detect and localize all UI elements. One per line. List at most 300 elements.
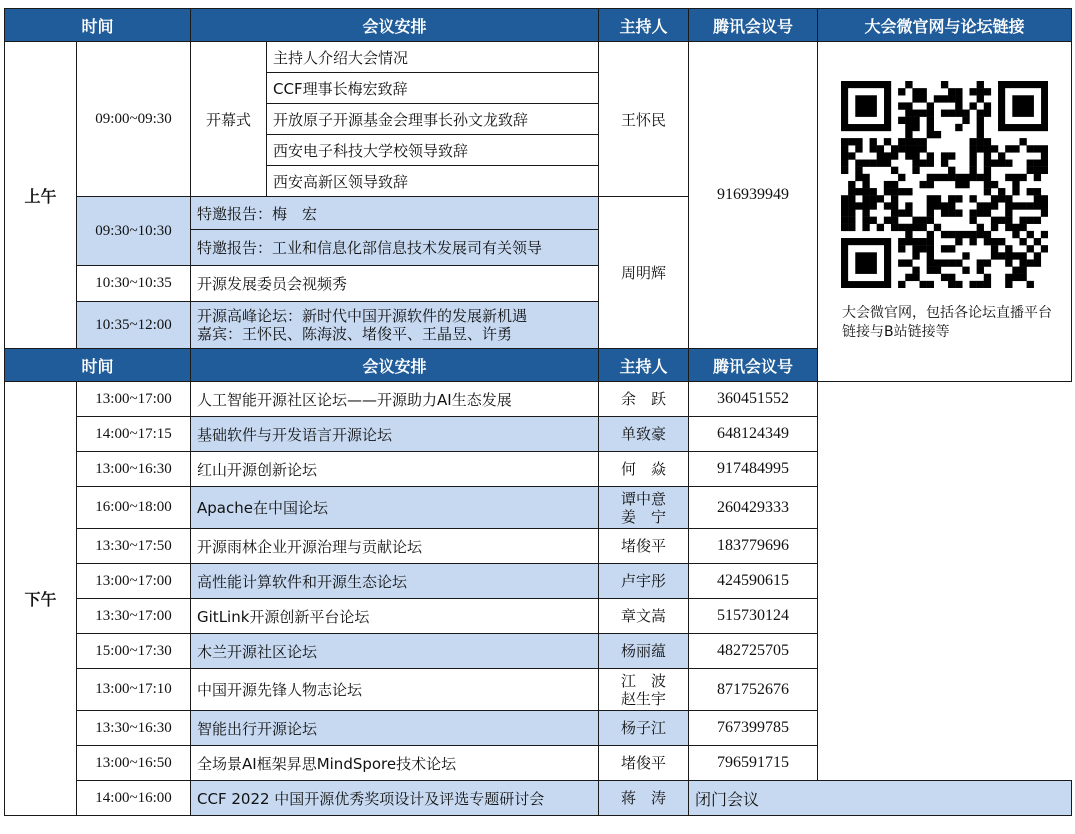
- qr-module: [948, 231, 955, 238]
- qr-module: [920, 95, 927, 102]
- forum-meeting-id[interactable]: 482725705: [689, 634, 818, 669]
- qr-module: [877, 224, 884, 231]
- qr-module: [984, 174, 991, 181]
- qr-module: [920, 238, 927, 245]
- forum-meeting-id[interactable]: 796591715: [689, 746, 818, 781]
- qr-module: [927, 152, 934, 159]
- qr-module: [1005, 252, 1012, 259]
- qr-module: [970, 152, 977, 159]
- qr-module: [1005, 281, 1012, 288]
- opening-item: CCF理事长梅宏致辞: [267, 73, 599, 104]
- qr-module: [1005, 209, 1012, 216]
- forum-meeting-id[interactable]: 648124349: [689, 417, 818, 452]
- qr-module: [1041, 145, 1048, 152]
- qr-module: [862, 195, 869, 202]
- opening-label: 开幕式: [191, 42, 267, 197]
- qr-module: [1034, 160, 1041, 167]
- header-meeting-id: 腾讯会议号: [689, 349, 818, 382]
- qr-module: [955, 195, 962, 202]
- qr-module: [927, 102, 934, 109]
- qr-module: [948, 88, 955, 95]
- qr-module: [984, 259, 991, 266]
- qr-module: [927, 181, 934, 188]
- qr-module: [905, 117, 912, 124]
- qr-module: [934, 174, 941, 181]
- qr-module: [927, 252, 934, 259]
- qr-module: [912, 167, 919, 174]
- qr-module: [941, 202, 948, 209]
- qr-module: [912, 138, 919, 145]
- qr-module: [991, 145, 998, 152]
- forum-host-name: 姜 宁: [621, 507, 667, 526]
- qr-module: [848, 195, 855, 202]
- qr-module: [977, 267, 984, 274]
- qr-module: [905, 110, 912, 117]
- qr-module: [955, 102, 962, 109]
- forum-time: 13:30~17:50: [77, 529, 191, 564]
- qr-module: [905, 124, 912, 131]
- qr-module: [927, 117, 934, 124]
- qr-module: [1027, 167, 1034, 174]
- forum-host-name: 杨丽蕴: [621, 642, 667, 660]
- qr-module: [970, 195, 977, 202]
- qr-module: [898, 238, 905, 245]
- qr-module: [941, 160, 948, 167]
- qr-module: [977, 131, 984, 138]
- qr-module: [1034, 202, 1041, 209]
- forum-host-name: 单致豪: [621, 425, 667, 443]
- qr-module: [870, 160, 877, 167]
- qr-module: [841, 217, 848, 224]
- header-time: 时间: [5, 9, 191, 42]
- qr-module: [927, 195, 934, 202]
- forum-time: 13:30~17:00: [77, 599, 191, 634]
- qr-module: [891, 167, 898, 174]
- forum-time: 13:00~17:00: [77, 564, 191, 599]
- qr-module: [1012, 202, 1019, 209]
- forum-meeting-id[interactable]: 260429333: [689, 487, 818, 529]
- qr-module: [1005, 160, 1012, 167]
- forum-meeting-id[interactable]: 360451552: [689, 382, 818, 417]
- qr-module: [962, 174, 969, 181]
- qr-module: [984, 88, 991, 95]
- qr-module: [962, 231, 969, 238]
- qr-module: [927, 131, 934, 138]
- qr-module: [1034, 188, 1041, 195]
- qr-module: [977, 174, 984, 181]
- qr-module: [927, 259, 934, 266]
- qr-module: [970, 88, 977, 95]
- qr-module: [991, 217, 998, 224]
- qr-module: [1034, 238, 1041, 245]
- forum-host: [599, 529, 689, 564]
- qr-module: [991, 181, 998, 188]
- qr-module: [841, 209, 848, 216]
- morning-meeting-id[interactable]: 916939949: [689, 42, 818, 349]
- qr-module: [912, 217, 919, 224]
- qr-module: [920, 217, 927, 224]
- qr-module: [991, 238, 998, 245]
- qr-module: [912, 267, 919, 274]
- qr-module: [1012, 174, 1019, 181]
- qr-module: [934, 224, 941, 231]
- qr-module: [1027, 188, 1034, 195]
- qr-module: [1027, 145, 1034, 152]
- qr-caption: 大会微官网，包括各论坛直播平台链接与B站链接等: [842, 305, 1053, 340]
- qr-module: [927, 267, 934, 274]
- qr-module: [984, 188, 991, 195]
- qr-module: [948, 209, 955, 216]
- qr-module: [862, 224, 869, 231]
- qr-module: [927, 238, 934, 245]
- qr-module: [862, 217, 869, 224]
- qr-module: [977, 224, 984, 231]
- forum-row: [5, 634, 1072, 669]
- qr-module: [1027, 217, 1034, 224]
- qr-module: [1019, 252, 1026, 259]
- qr-module: [998, 195, 1005, 202]
- qr-module: [955, 231, 962, 238]
- qr-module: [1034, 174, 1041, 181]
- qr-module: [905, 224, 912, 231]
- qr-module: [920, 88, 927, 95]
- qr-module: [855, 145, 862, 152]
- forum-meeting-id[interactable]: 767399785: [689, 711, 818, 746]
- header-host: 主持人: [599, 349, 689, 382]
- qr-module: [862, 174, 869, 181]
- qr-module: [891, 181, 898, 188]
- qr-module: [984, 167, 991, 174]
- qr-module: [898, 102, 905, 109]
- qr-module: [1005, 195, 1012, 202]
- qr-module: [870, 202, 877, 209]
- forum-host-name: 蒋 涛: [621, 789, 667, 807]
- qr-module: [862, 160, 869, 167]
- qr-module: [984, 231, 991, 238]
- qr-module: [955, 181, 962, 188]
- forum-host-name: 谭中意: [621, 489, 667, 508]
- qr-module: [920, 181, 927, 188]
- qr-module: [905, 259, 912, 266]
- qr-module: [955, 259, 962, 266]
- qr-module: [1019, 267, 1026, 274]
- qr-module: [977, 110, 984, 117]
- forum-meeting-id[interactable]: 515730124: [689, 599, 818, 634]
- forum-host: [599, 781, 689, 816]
- forum-row: [5, 746, 1072, 781]
- qr-module: [891, 202, 898, 209]
- header-time: 时间: [5, 349, 191, 382]
- qr-module: [1041, 209, 1048, 216]
- qr-module: [984, 152, 991, 159]
- forum-host: [599, 417, 689, 452]
- qr-module: [912, 110, 919, 117]
- qr-module: [927, 231, 934, 238]
- qr-module: [905, 202, 912, 209]
- qr-module: [991, 224, 998, 231]
- qr-module: [927, 174, 934, 181]
- qr-module: [841, 195, 848, 202]
- qr-module: [934, 195, 941, 202]
- qr-module: [841, 152, 848, 159]
- qr-module: [991, 245, 998, 252]
- qr-module: [912, 274, 919, 281]
- qr-module: [948, 259, 955, 266]
- qr-module: [891, 217, 898, 224]
- opening-item: 西安高新区领导致辞: [267, 166, 599, 197]
- qr-module: [862, 209, 869, 216]
- qr-module: [970, 281, 977, 288]
- video-time: 10:30~10:35: [77, 266, 191, 302]
- forum-time: 13:00~17:10: [77, 669, 191, 711]
- forum-row: [5, 452, 1072, 487]
- forum-name: 高性能计算软件和开源生态论坛: [191, 564, 599, 599]
- opening-row: [5, 42, 1072, 73]
- qr-module: [941, 259, 948, 266]
- forum-name: CCF 2022 中国开源优秀奖项设计及评选专题研讨会: [191, 781, 599, 816]
- qr-module: [1005, 274, 1012, 281]
- qr-module: [934, 267, 941, 274]
- qr-module: [977, 259, 984, 266]
- qr-module: [970, 217, 977, 224]
- forum-time: 15:00~17:30: [77, 634, 191, 669]
- qr-module: [927, 217, 934, 224]
- qr-module: [1012, 252, 1019, 259]
- forum-host: [599, 452, 689, 487]
- qr-module: [948, 281, 955, 288]
- qr-module: [1034, 252, 1041, 259]
- qr-module: [1034, 259, 1041, 266]
- qr-module: [970, 102, 977, 109]
- forum-time: 16:00~18:00: [77, 487, 191, 529]
- qr-module: [927, 209, 934, 216]
- qr-code[interactable]: [841, 81, 1048, 288]
- qr-module: [855, 174, 862, 181]
- forum-name: 全场景AI框架昇思MindSpore技术论坛: [191, 746, 599, 781]
- qr-module: [970, 209, 977, 216]
- qr-module: [1034, 167, 1041, 174]
- qr-module: [984, 274, 991, 281]
- qr-module: [905, 81, 912, 88]
- qr-module: [941, 245, 948, 252]
- qr-module: [877, 195, 884, 202]
- qr-module: [1019, 202, 1026, 209]
- qr-module: [920, 110, 927, 117]
- qr-module: [984, 281, 991, 288]
- qr-module: [984, 110, 991, 117]
- forum-row: [5, 417, 1072, 452]
- forum-time: 14:00~16:00: [77, 781, 191, 816]
- qr-module: [898, 188, 905, 195]
- forum-meeting-id[interactable]: 871752676: [689, 669, 818, 711]
- qr-module: [977, 138, 984, 145]
- qr-module: [848, 217, 855, 224]
- qr-module: [912, 224, 919, 231]
- opening-item: 主持人介绍大会情况: [267, 42, 599, 73]
- qr-module: [998, 188, 1005, 195]
- qr-module: [1019, 138, 1026, 145]
- qr-module: [891, 195, 898, 202]
- forum-time: 13:30~16:30: [77, 711, 191, 746]
- qr-module: [941, 209, 948, 216]
- qr-module: [955, 281, 962, 288]
- forum-row: [5, 781, 1072, 816]
- qr-module: [1012, 145, 1019, 152]
- forum-meeting-id[interactable]: 917484995: [689, 452, 818, 487]
- qr-module: [977, 117, 984, 124]
- qr-module: [841, 138, 848, 145]
- qr-module: [1005, 259, 1012, 266]
- qr-module: [855, 167, 862, 174]
- qr-module: [948, 152, 955, 159]
- qr-module: [977, 281, 984, 288]
- qr-module: [877, 152, 884, 159]
- qr-module: [898, 117, 905, 124]
- qr-module: [1005, 202, 1012, 209]
- qr-module: [1041, 160, 1048, 167]
- forum-host-name: 何 焱: [621, 460, 667, 478]
- qr-module: [984, 102, 991, 109]
- qr-module: [855, 138, 862, 145]
- opening-item: 西安电子科技大学校领导致辞: [267, 135, 599, 166]
- forum-host-name: 江 波: [621, 671, 667, 690]
- forum-time: 13:00~16:50: [77, 746, 191, 781]
- qr-module: [998, 152, 1005, 159]
- qr-module: [905, 138, 912, 145]
- qr-module: [898, 88, 905, 95]
- qr-module: [962, 252, 969, 259]
- qr-module: [884, 138, 891, 145]
- forum-meeting-id[interactable]: 424590615: [689, 564, 818, 599]
- qr-module: [927, 281, 934, 288]
- qr-module: [905, 145, 912, 152]
- qr-module: [955, 174, 962, 181]
- qr-module: [912, 117, 919, 124]
- qr-module: [841, 167, 848, 174]
- qr-module: [1005, 174, 1012, 181]
- qr-module: [1012, 267, 1019, 274]
- qr-module: [1019, 274, 1026, 281]
- qr-module: [1041, 245, 1048, 252]
- forum-row: [5, 599, 1072, 634]
- qr-module: [877, 145, 884, 152]
- qr-module: [1027, 259, 1034, 266]
- qr-module: [905, 152, 912, 159]
- forum-meeting-id[interactable]: 183779696: [689, 529, 818, 564]
- qr-module: [1012, 274, 1019, 281]
- qr-module: [1041, 231, 1048, 238]
- qr-module: [1041, 195, 1048, 202]
- qr-module: [962, 181, 969, 188]
- qr-module: [912, 88, 919, 95]
- forum-name: Apache在中国论坛: [191, 487, 599, 529]
- qr-module: [891, 152, 898, 159]
- qr-module: [948, 110, 955, 117]
- qr-module: [934, 202, 941, 209]
- qr-module: [984, 160, 991, 167]
- qr-cell: [818, 42, 1072, 382]
- qr-module: [870, 188, 877, 195]
- opening-item: 开放原子开源基金会理事长孙文龙致辞: [267, 104, 599, 135]
- summit-text: [191, 302, 599, 349]
- qr-module: [948, 167, 955, 174]
- qr-module: [891, 188, 898, 195]
- qr-module: [998, 160, 1005, 167]
- qr-module: [841, 160, 848, 167]
- qr-module: [955, 209, 962, 216]
- forum-row: [5, 564, 1072, 599]
- qr-module: [870, 138, 877, 145]
- qr-module: [884, 152, 891, 159]
- keynote-item: 特邀报告：工业和信息化部信息技术发展司有关领导: [191, 230, 599, 266]
- qr-module: [934, 131, 941, 138]
- qr-module: [848, 152, 855, 159]
- forum-name: 中国开源先锋人物志论坛: [191, 669, 599, 711]
- forum-host: [599, 634, 689, 669]
- qr-module: [1019, 174, 1026, 181]
- qr-module: [1019, 224, 1026, 231]
- qr-module: [912, 95, 919, 102]
- forum-host-name: 赵生宇: [621, 689, 667, 708]
- forum-name: GitLink开源创新平台论坛: [191, 599, 599, 634]
- qr-finder: [1012, 95, 1034, 117]
- qr-module: [1027, 160, 1034, 167]
- qr-module: [970, 145, 977, 152]
- forum-host: [599, 599, 689, 634]
- qr-module: [948, 174, 955, 181]
- qr-module: [912, 238, 919, 245]
- qr-module: [848, 138, 855, 145]
- qr-module: [1034, 145, 1041, 152]
- forum-row: [5, 711, 1072, 746]
- qr-module: [948, 274, 955, 281]
- qr-module: [977, 88, 984, 95]
- qr-module: [1019, 259, 1026, 266]
- qr-module: [1027, 202, 1034, 209]
- qr-module: [877, 160, 884, 167]
- qr-module: [1041, 167, 1048, 174]
- forum-row: [5, 382, 1072, 417]
- qr-module: [1019, 238, 1026, 245]
- qr-module: [984, 238, 991, 245]
- qr-module: [991, 160, 998, 167]
- qr-module: [905, 188, 912, 195]
- forum-host: [599, 669, 689, 711]
- qr-module: [905, 102, 912, 109]
- qr-module: [941, 174, 948, 181]
- qr-module: [870, 195, 877, 202]
- qr-module: [955, 124, 962, 131]
- header-agenda: 会议安排: [191, 349, 599, 382]
- qr-module: [977, 145, 984, 152]
- qr-module: [998, 217, 1005, 224]
- qr-module: [970, 231, 977, 238]
- qr-module: [912, 252, 919, 259]
- qr-module: [848, 202, 855, 209]
- qr-module: [862, 181, 869, 188]
- forum-host: [599, 487, 689, 529]
- qr-module: [920, 138, 927, 145]
- qr-module: [1034, 195, 1041, 202]
- qr-module: [848, 224, 855, 231]
- opening-time: 09:00~09:30: [77, 42, 191, 197]
- forum-host-name: 堵俊平: [621, 754, 667, 772]
- forum-row: [5, 669, 1072, 711]
- qr-module: [920, 160, 927, 167]
- qr-module: [934, 95, 941, 102]
- qr-module: [848, 181, 855, 188]
- qr-module: [934, 259, 941, 266]
